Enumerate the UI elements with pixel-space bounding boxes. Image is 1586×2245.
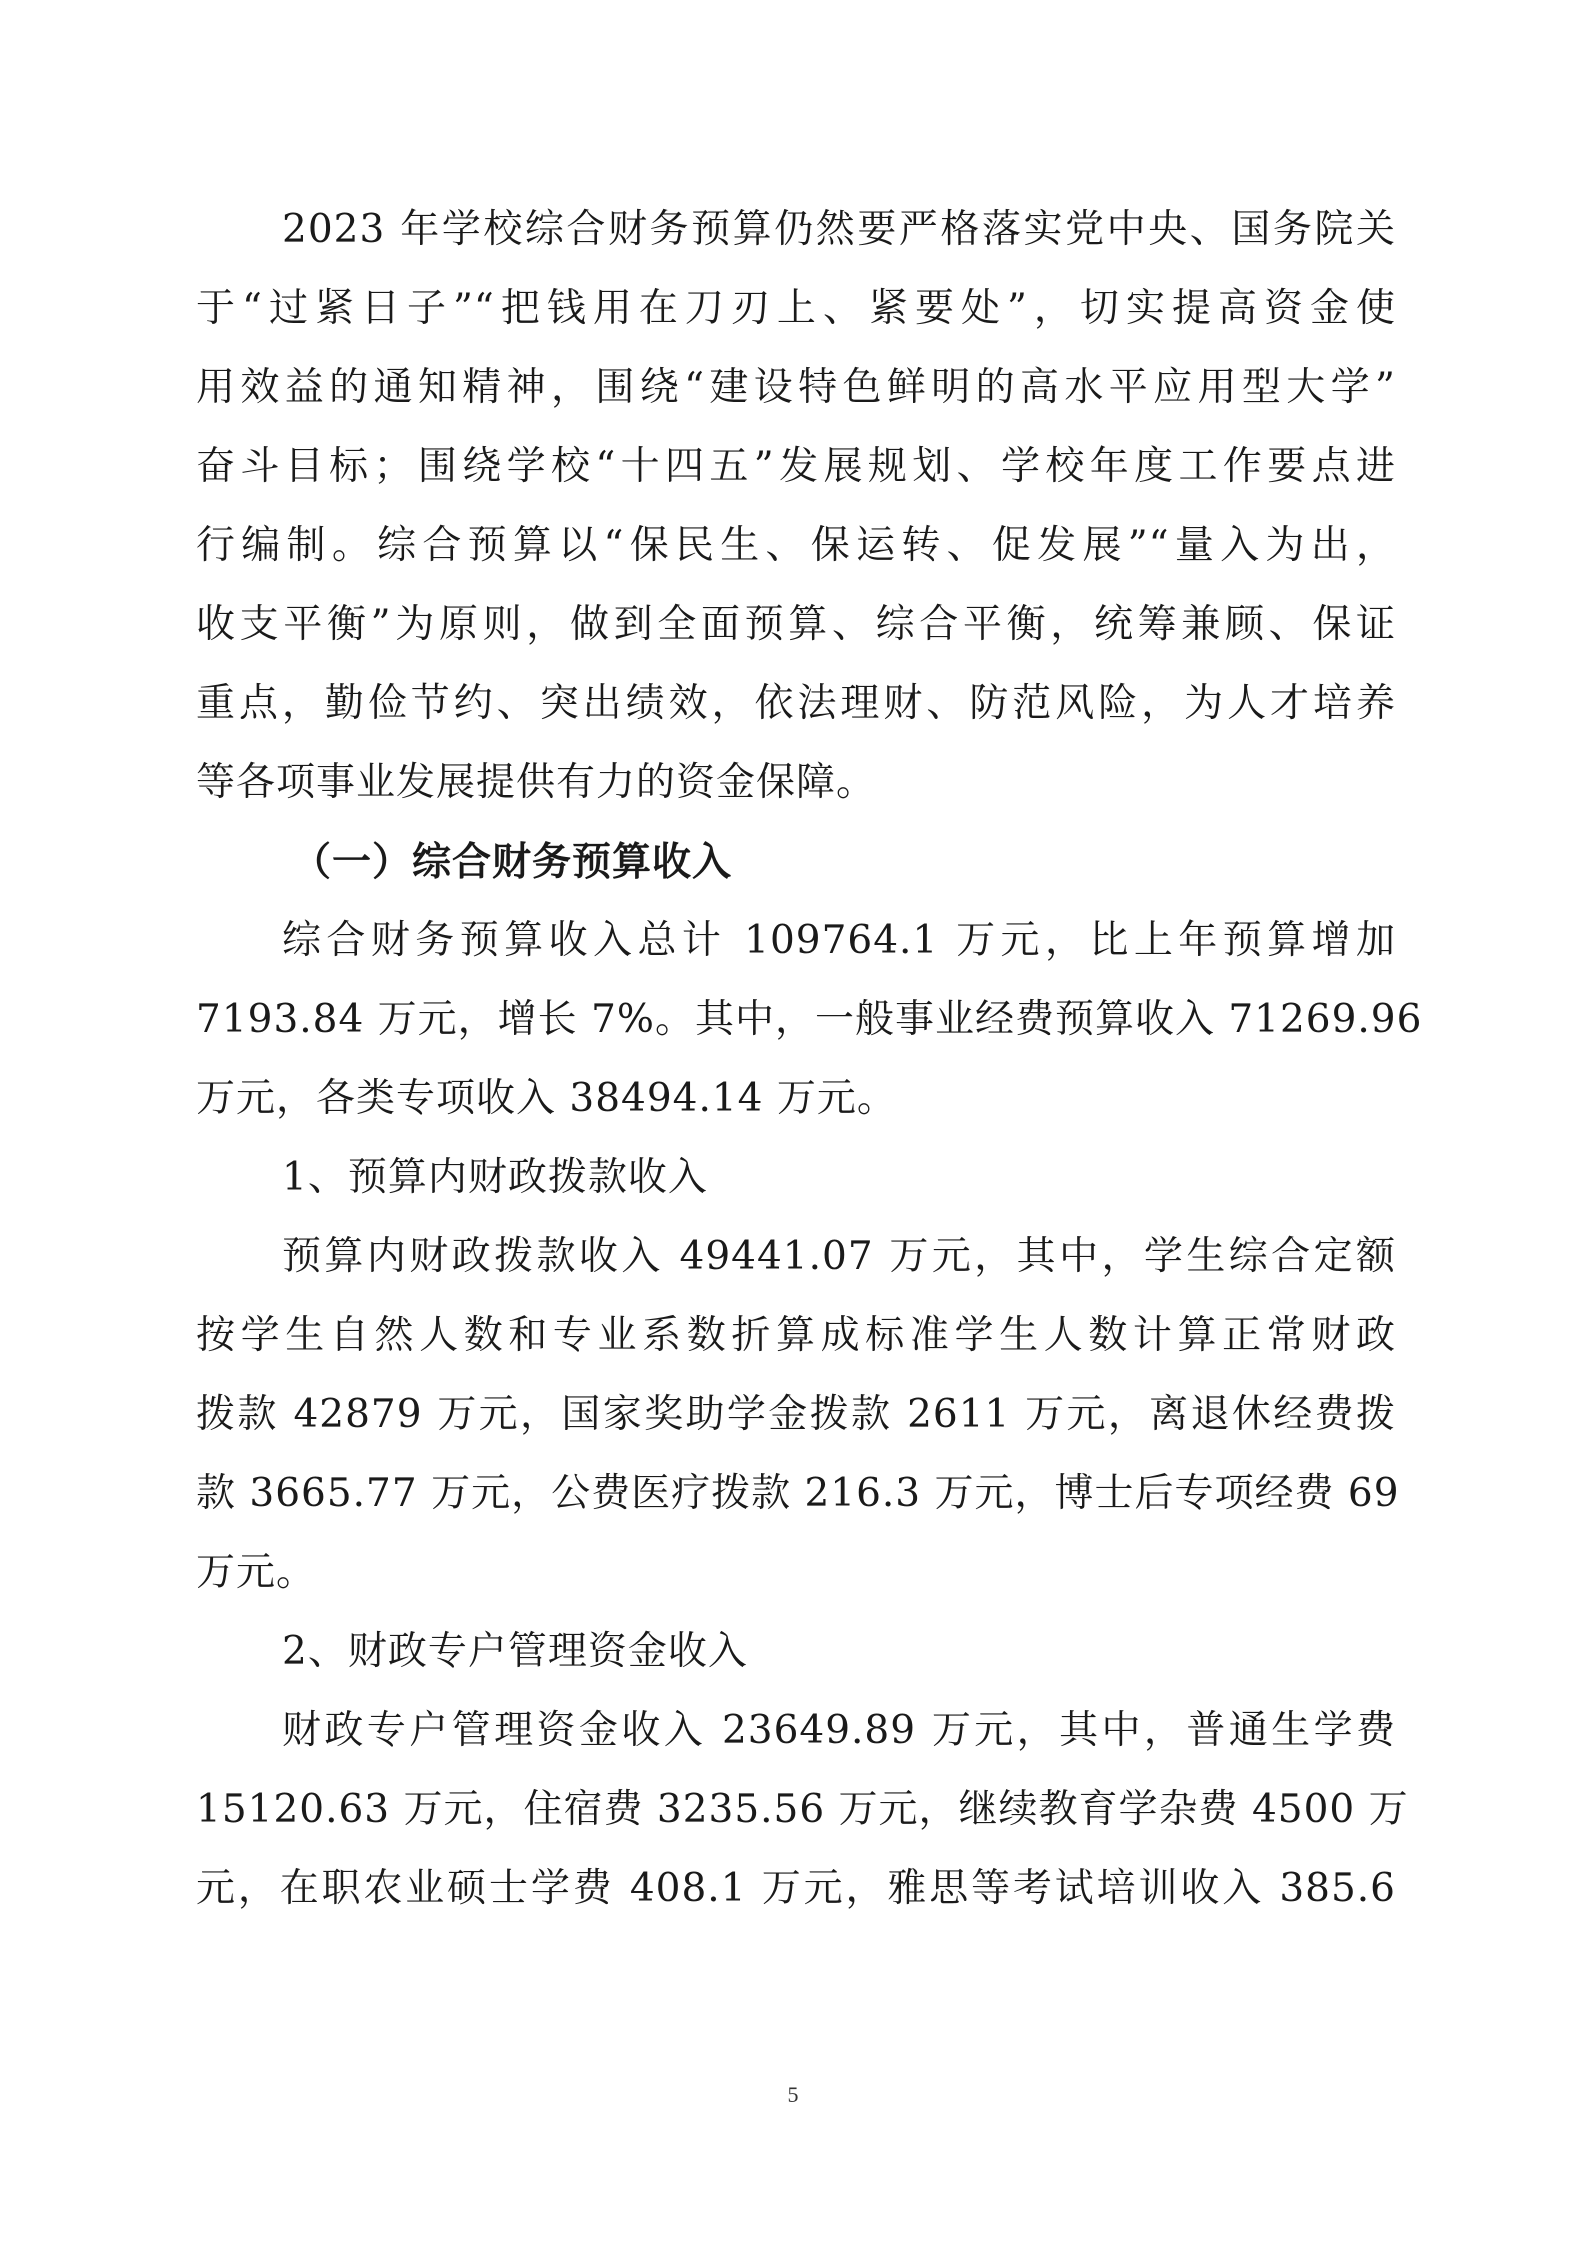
paragraph-line: 按学生自然人数和专业系数折算成标准学生人数计算正常财政 xyxy=(196,1313,1396,1358)
subsection-heading: 1、预算内财政拨款收入 xyxy=(282,1155,708,1200)
paragraph-line: 万元。 xyxy=(196,1550,317,1595)
paragraph-line: 2023 年学校综合财务预算仍然要严格落实党中央、国务院关 xyxy=(282,207,1396,252)
paragraph-line: 元，在职农业硕士学费 408.1 万元，雅思等考试培训收入 385.6 xyxy=(196,1866,1396,1911)
paragraph-line: 拨款 42879 万元，国家奖助学金拨款 2611 万元，离退休经费拨 xyxy=(196,1392,1396,1437)
paragraph-line: 万元，各类专项收入 38494.14 万元。 xyxy=(196,1076,897,1121)
subsection-heading: 2、财政专户管理资金收入 xyxy=(282,1629,748,1674)
paragraph-line: 15120.63 万元，住宿费 3235.56 万元，继续教育学杂费 4500 万 xyxy=(196,1787,1409,1832)
paragraph-line: 预算内财政拨款收入 49441.07 万元，其中，学生综合定额 xyxy=(282,1234,1396,1279)
paragraph-line: 重点，勤俭节约、突出绩效，依法理财、防范风险，为人才培养 xyxy=(196,681,1396,726)
page-number: 5 xyxy=(787,2082,799,2107)
paragraph-line: 奋斗目标；围绕学校“十四五”发展规划、学校年度工作要点进 xyxy=(196,444,1396,489)
paragraph-line: 7193.84 万元，增长 7%。其中，一般事业经费预算收入 71269.96 xyxy=(196,997,1423,1042)
paragraph-line: 综合财务预算收入总计 109764.1 万元，比上年预算增加 xyxy=(282,918,1396,963)
section-heading: （一）综合财务预算收入 xyxy=(292,839,733,885)
paragraph-line: 于“过紧日子”“把钱用在刀刃上、紧要处”，切实提高资金使 xyxy=(196,286,1396,331)
paragraph-line: 财政专户管理资金收入 23649.89 万元，其中，普通生学费 xyxy=(282,1708,1396,1753)
paragraph-line: 款 3665.77 万元，公费医疗拨款 216.3 万元，博士后专项经费 69 xyxy=(196,1471,1400,1516)
paragraph-line: 用效益的通知精神，围绕“建设特色鲜明的高水平应用型大学” xyxy=(196,365,1396,410)
paragraph-line: 等各项事业发展提供有力的资金保障。 xyxy=(196,760,877,805)
paragraph-line: 收支平衡”为原则，做到全面预算、综合平衡，统筹兼顾、保证 xyxy=(196,602,1396,647)
paragraph-line: 行编制。综合预算以“保民生、保运转、促发展”“量入为出， xyxy=(196,523,1396,568)
